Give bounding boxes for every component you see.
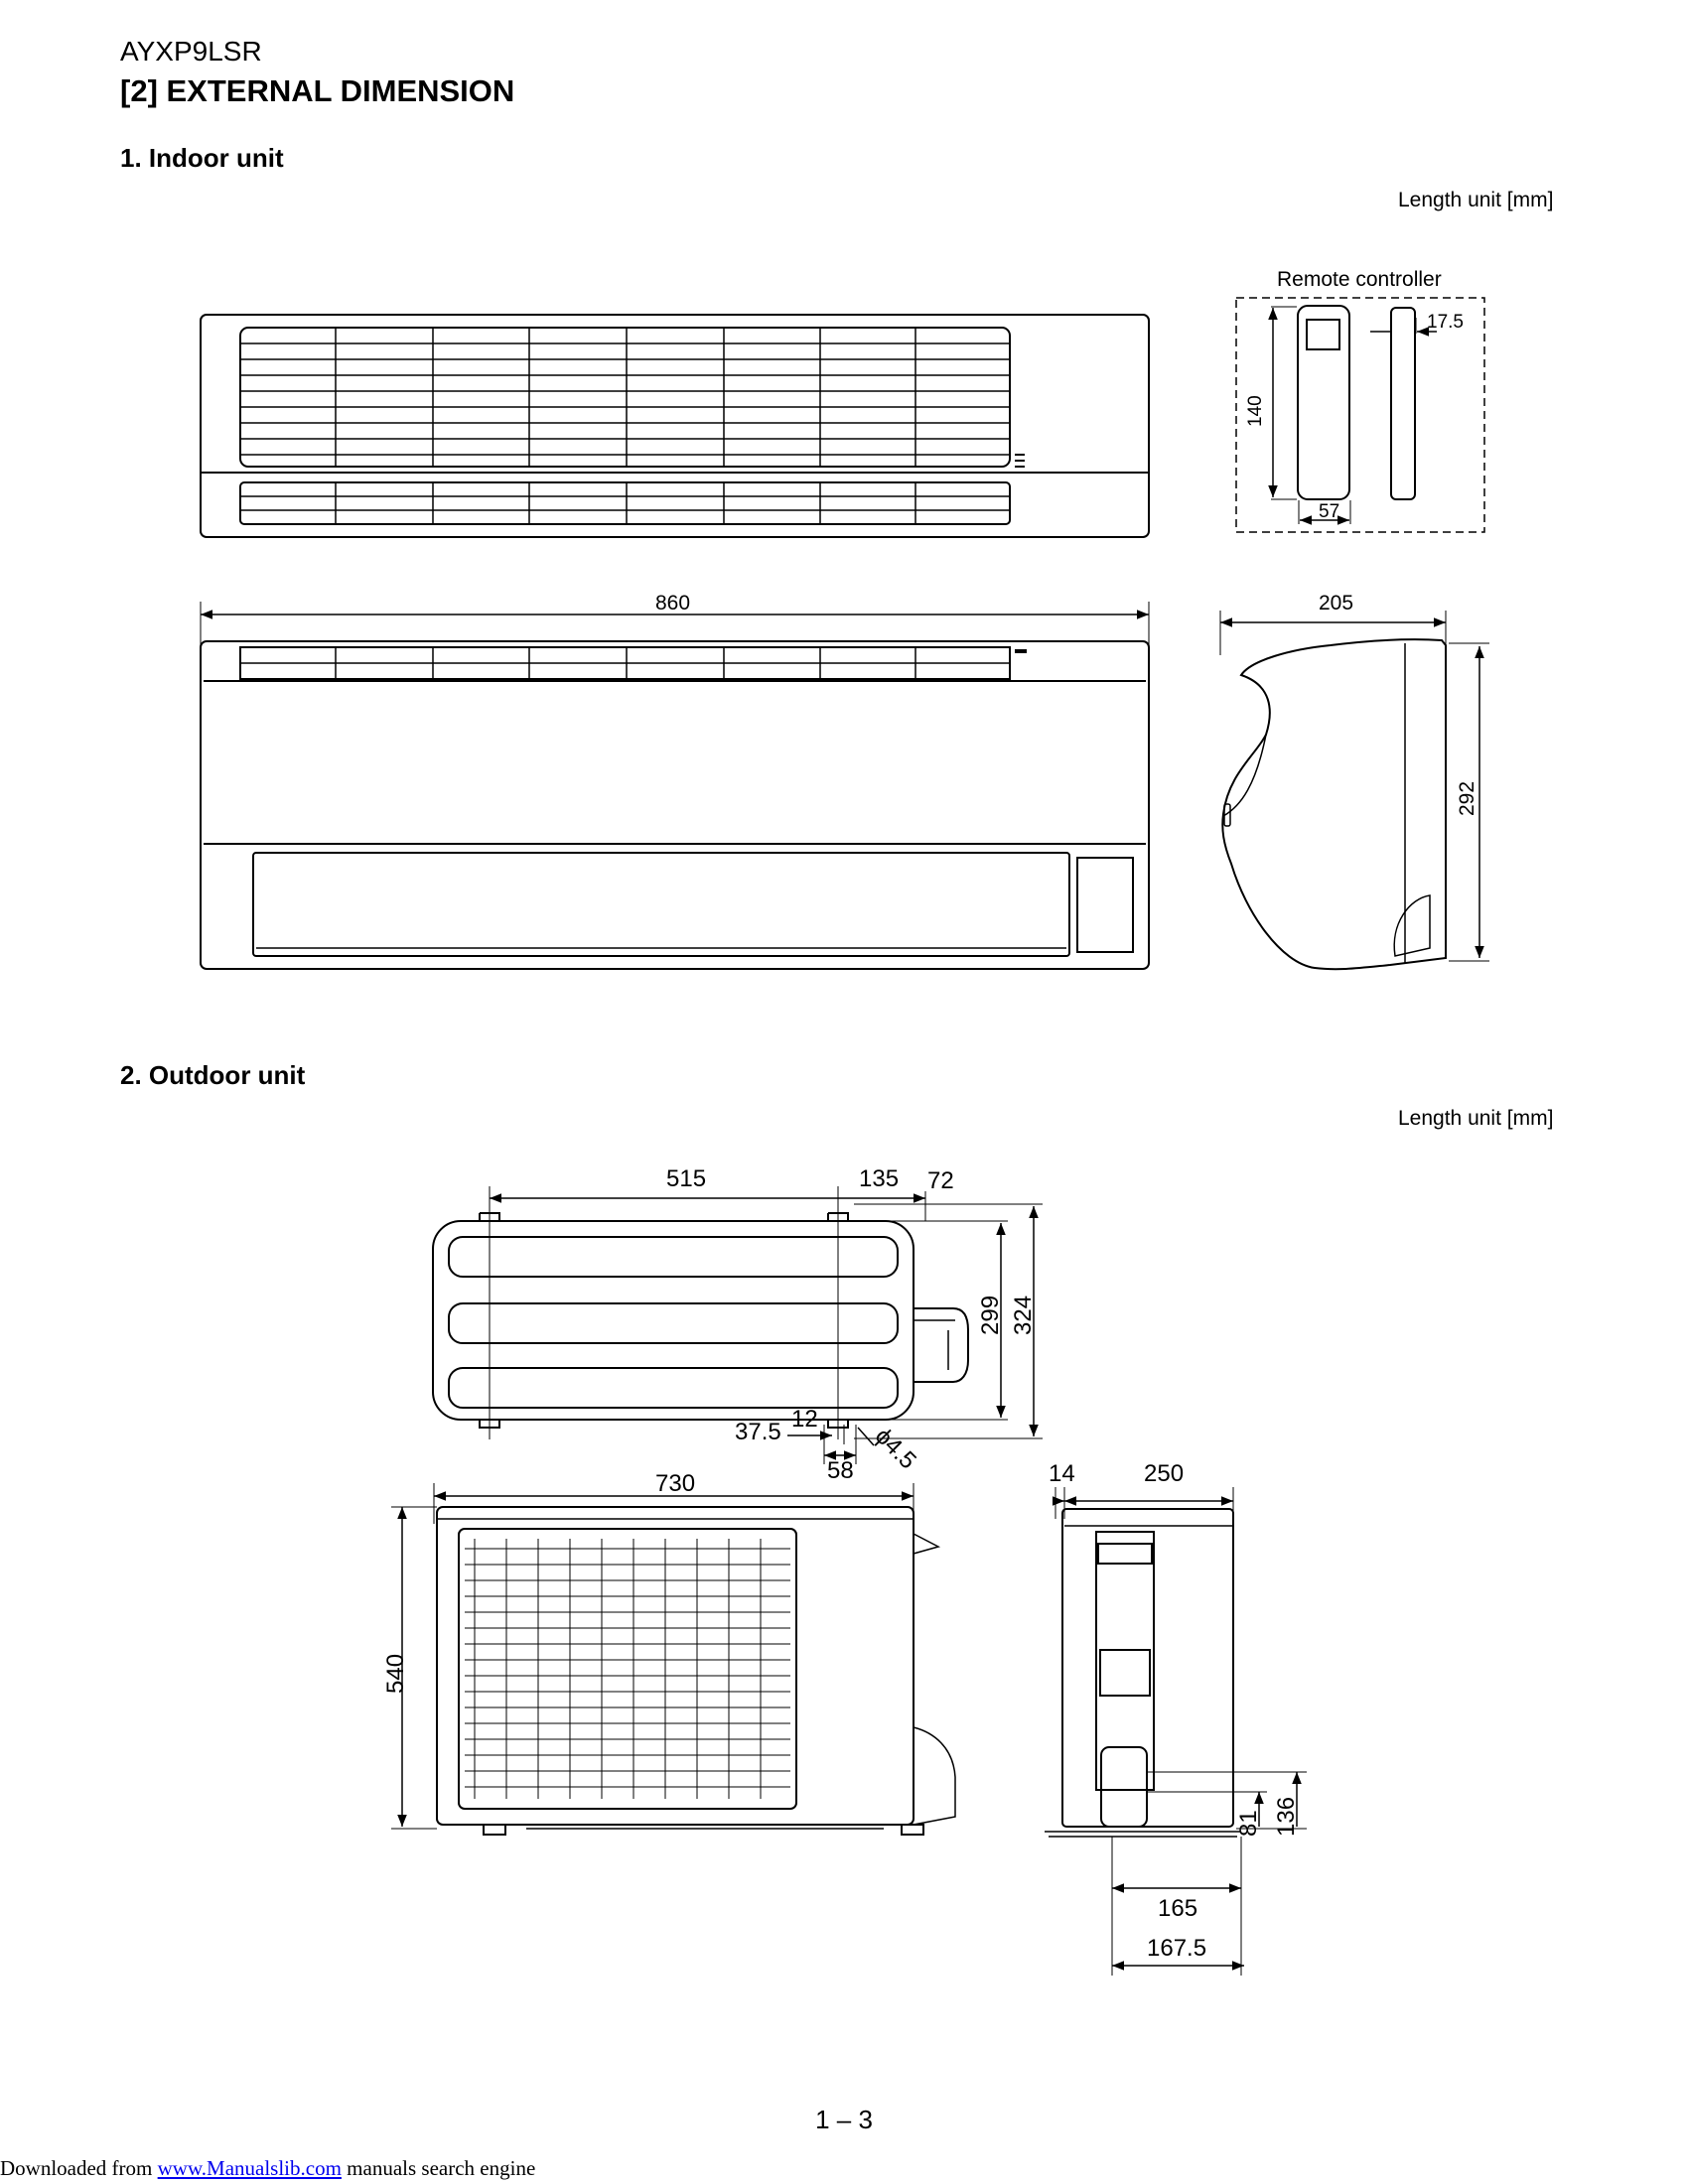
indoor-side-view — [1220, 611, 1489, 969]
dim-outdoor-side-rail: 14 — [1049, 1460, 1075, 1487]
dim-outdoor-side-offset: 72 — [927, 1167, 954, 1194]
dim-outdoor-inner-depth: 299 — [977, 1295, 1004, 1335]
dim-outdoor-mount-span: 515 — [666, 1165, 707, 1192]
page-number: 1 – 3 — [815, 2105, 873, 2134]
dim-outdoor-slot-gap: 12 — [791, 1406, 818, 1433]
download-footer — [0, 2156, 535, 2181]
dim-indoor-width: 860 — [655, 592, 691, 614]
dim-remote-width: 57 — [1319, 501, 1340, 522]
dim-outdoor-foot-edge: 37.5 — [735, 1419, 781, 1445]
outdoor-unit-note: Length unit [mm] — [1398, 1107, 1554, 1130]
footer-prefix: Downloaded from — [0, 2156, 158, 2180]
dim-indoor-height: 292 — [1456, 780, 1478, 816]
indoor-front-view — [201, 315, 1149, 537]
footer-suffix: manuals search engine — [341, 2156, 536, 2180]
indoor-heading: 1. Indoor unit — [120, 143, 284, 173]
indoor-front-grille — [240, 328, 1010, 467]
indoor-unit-note: Length unit [mm] — [1398, 189, 1554, 211]
remote-controller-view — [1236, 298, 1484, 532]
dim-outdoor-side-depth: 250 — [1144, 1460, 1185, 1487]
manualslib-link[interactable]: www.Manualslib.com — [157, 2156, 342, 2180]
dim-outdoor-hole: ϕ4.5 — [869, 1423, 921, 1475]
dim-outdoor-outer-depth: 324 — [1010, 1295, 1037, 1335]
dim-indoor-depth: 205 — [1319, 592, 1354, 614]
dim-remote-depth: 17.5 — [1427, 312, 1464, 333]
dim-outdoor-pipe-lower: 81 — [1235, 1810, 1262, 1837]
dim-outdoor-base-inner: 165 — [1158, 1895, 1198, 1922]
dim-outdoor-mount-offset: 135 — [859, 1165, 900, 1192]
outdoor-front-view — [391, 1483, 955, 1835]
dim-outdoor-pipe-upper: 136 — [1273, 1796, 1300, 1837]
outdoor-heading: 2. Outdoor unit — [120, 1060, 306, 1090]
remote-controller-label: Remote controller — [1277, 268, 1442, 291]
outdoor-fan-grille — [465, 1539, 790, 1799]
dim-outdoor-slot-width: 58 — [827, 1457, 854, 1484]
dim-outdoor-base-outer: 167.5 — [1147, 1935, 1207, 1962]
model-number: AYXP9LSR — [120, 36, 262, 67]
dim-remote-height: 140 — [1245, 395, 1266, 427]
dim-outdoor-height: 540 — [382, 1653, 409, 1694]
section-title: [2] EXTERNAL DIMENSION — [120, 73, 515, 108]
indoor-front-view-2 — [201, 602, 1149, 969]
dim-outdoor-width: 730 — [655, 1470, 696, 1497]
